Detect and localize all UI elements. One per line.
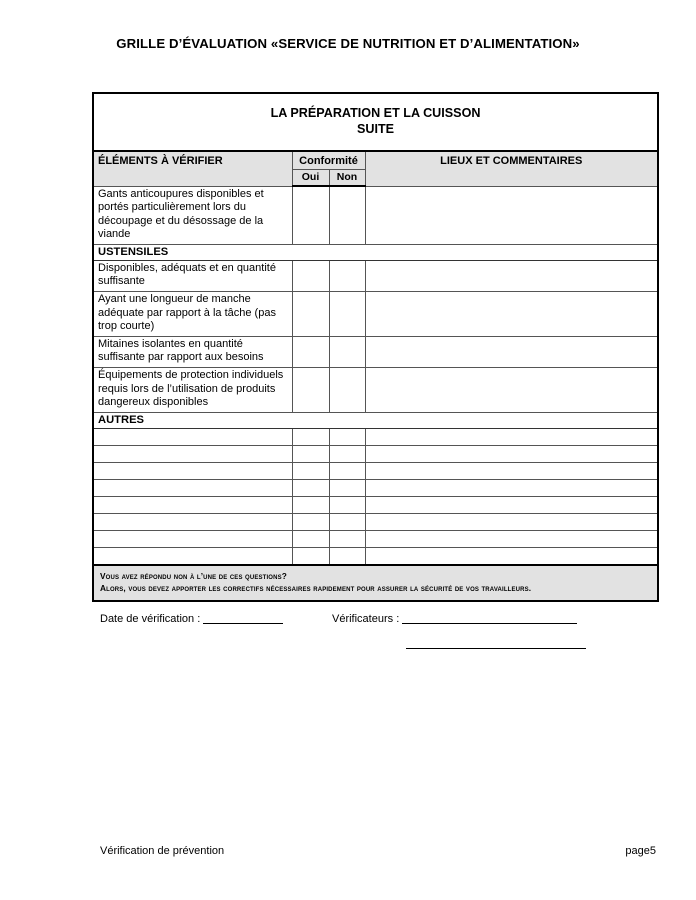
table-section-band-autres: [93, 412, 658, 428]
row-non-checkbox[interactable]: [329, 292, 365, 337]
row-non-checkbox[interactable]: [329, 368, 365, 413]
row-oui-checkbox[interactable]: [292, 428, 329, 445]
row-comments[interactable]: [365, 530, 658, 547]
signature-area: [0, 604, 696, 674]
verifier-input-1[interactable]: [402, 612, 577, 624]
row-non-checkbox[interactable]: [329, 530, 365, 547]
row-oui-checkbox[interactable]: [292, 547, 329, 565]
row-oui-checkbox[interactable]: [292, 186, 329, 244]
row-non-checkbox[interactable]: [329, 445, 365, 462]
warning-block: [93, 565, 658, 601]
row-oui-checkbox[interactable]: [292, 530, 329, 547]
table-section-band-ustensiles: [93, 244, 658, 260]
page-title: GRILLE D’ÉVALUATION «SERVICE DE NUTRITION ET D’ALIMENTATION»: [116, 36, 580, 51]
row-non-checkbox[interactable]: [329, 186, 365, 244]
row-comments[interactable]: [365, 496, 658, 513]
row-label[interactable]: [93, 496, 292, 513]
row-label: Gants anticoupures disponibles et portés particulièrement lors du découpage et du désossage de la viande: [93, 186, 292, 244]
section-label-autres: AUTRES: [93, 412, 658, 428]
verifiers-label: Vérificateurs :: [332, 613, 400, 625]
column-header-lieux: LIEUX ET COMMENTAIRES: [365, 151, 658, 186]
row-non-checkbox[interactable]: [329, 260, 365, 291]
row-non-checkbox[interactable]: [329, 547, 365, 565]
table-row: [93, 336, 658, 367]
row-label[interactable]: [93, 530, 292, 547]
row-oui-checkbox[interactable]: [292, 368, 329, 413]
row-oui-checkbox[interactable]: [292, 462, 329, 479]
section-title-line2: SUITE: [356, 122, 395, 136]
date-verification-label: Date de vérification :: [100, 613, 201, 625]
table-row: [93, 513, 658, 530]
table-row: [93, 260, 658, 291]
table-row: [93, 445, 658, 462]
row-non-checkbox[interactable]: [329, 479, 365, 496]
row-non-checkbox[interactable]: [329, 462, 365, 479]
footer-page-number: page5: [625, 845, 656, 857]
row-label[interactable]: [93, 513, 292, 530]
column-header-elements: ÉLÉMENTS À VÉRIFIER: [93, 151, 292, 186]
section-title-line1: LA PRÉPARATION ET LA CUISSON: [270, 106, 481, 120]
row-non-checkbox[interactable]: [329, 496, 365, 513]
row-comments[interactable]: [365, 445, 658, 462]
row-comments[interactable]: [365, 186, 658, 244]
table-row: [93, 496, 658, 513]
row-comments[interactable]: [365, 479, 658, 496]
table-row: [93, 547, 658, 565]
row-comments[interactable]: [365, 462, 658, 479]
verifiers-field: [332, 612, 577, 625]
row-oui-checkbox[interactable]: [292, 445, 329, 462]
row-comments[interactable]: [365, 336, 658, 367]
column-header-oui: Oui: [292, 170, 329, 187]
table-row: [93, 479, 658, 496]
table-row: [93, 186, 658, 244]
table-row: [93, 292, 658, 337]
row-oui-checkbox[interactable]: [292, 336, 329, 367]
row-oui-checkbox[interactable]: [292, 479, 329, 496]
row-non-checkbox[interactable]: [329, 513, 365, 530]
row-oui-checkbox[interactable]: [292, 513, 329, 530]
table-row: [93, 368, 658, 413]
row-non-checkbox[interactable]: [329, 428, 365, 445]
row-comments[interactable]: [365, 260, 658, 291]
table-row: [93, 462, 658, 479]
section-title-cell: [93, 93, 658, 151]
date-verification-input[interactable]: [203, 612, 283, 624]
table-row: [93, 530, 658, 547]
row-label: Ayant une longueur de manche adéquate par rapport à la tâche (pas trop courte): [93, 292, 292, 337]
date-verification-field: [100, 612, 283, 625]
row-label: Mitaines isolantes en quantité suffisante par rapport aux besoins: [93, 336, 292, 367]
row-oui-checkbox[interactable]: [292, 496, 329, 513]
verifier-input-2[interactable]: [406, 648, 586, 649]
warning-line-1: Vous avez répondu non à l’une de ces questions?: [100, 570, 287, 581]
table-header-row: [93, 151, 658, 170]
row-comments[interactable]: [365, 292, 658, 337]
row-label[interactable]: [93, 428, 292, 445]
row-label[interactable]: [93, 547, 292, 565]
row-label: Disponibles, adéquats et en quantité suffisante: [93, 260, 292, 291]
section-label-ustensiles: USTENSILES: [93, 244, 658, 260]
footer-left-text: Vérification de prévention: [100, 845, 225, 857]
row-comments[interactable]: [365, 368, 658, 413]
row-label[interactable]: [93, 445, 292, 462]
evaluation-grid-table: [92, 92, 659, 602]
column-header-conformite: Conformité: [292, 151, 365, 170]
row-label[interactable]: [93, 479, 292, 496]
warning-line-2: Alors, vous devez apporter les correctifs nécessaires rapidement pour assurer la sécurité de vos travailleurs.: [100, 583, 532, 594]
row-non-checkbox[interactable]: [329, 336, 365, 367]
row-label[interactable]: [93, 462, 292, 479]
table-row: [93, 428, 658, 445]
row-label: Équipements de protection individuels requis lors de l’utilisation de produits dangereux disponibles: [93, 368, 292, 413]
table-section-title-row: [93, 93, 658, 151]
row-comments[interactable]: [365, 513, 658, 530]
row-oui-checkbox[interactable]: [292, 292, 329, 337]
row-oui-checkbox[interactable]: [292, 260, 329, 291]
row-comments[interactable]: [365, 547, 658, 565]
row-comments[interactable]: [365, 428, 658, 445]
table-warning-row: [93, 565, 658, 601]
column-header-non: Non: [329, 170, 365, 187]
